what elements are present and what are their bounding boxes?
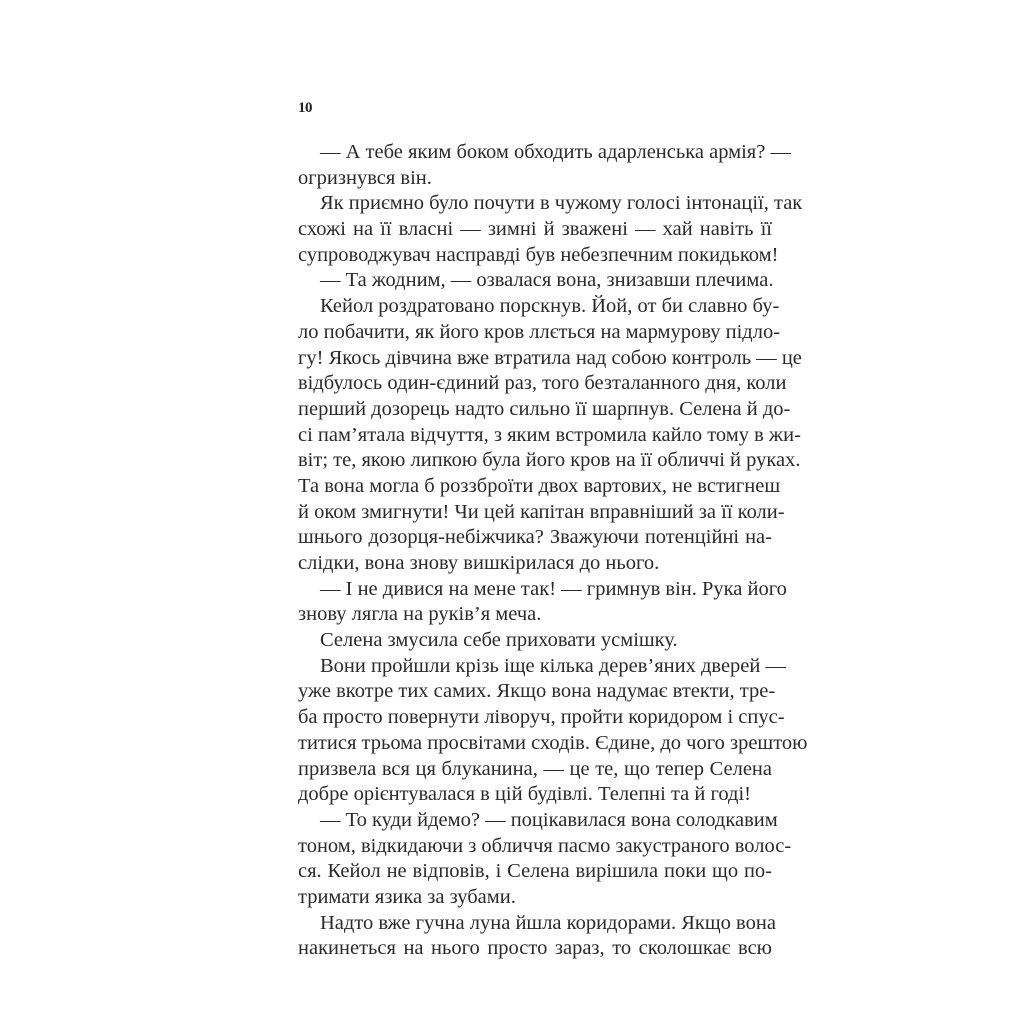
text-line: схожі на її власні — зимні й зважені — хай навіть її: [298, 218, 772, 241]
text-line: призвела вся ця блуканина, — це те, що тепер Селена: [298, 757, 772, 780]
text-line: ба просто повернути ліворуч, пройти коридором і спус-: [298, 706, 785, 729]
text-line: — Та жодним, — озвалася вона, знизавши плечима.: [320, 269, 774, 292]
text-line: слідки, вона знову вишкірилася до нього.: [298, 552, 660, 574]
text-line: тоном, відкидаючи з обличчя пасмо закустраного волос-: [298, 834, 792, 857]
text-line: тримати язика за зубами.: [298, 885, 516, 908]
text-line: шнього дозорця-небіжчика? Зважуючи потенційні на-: [298, 526, 772, 549]
text-line: Та вона могла б роззброїти двох вартових, не встигнеш: [298, 474, 781, 497]
text-line: огризнувся він.: [298, 166, 432, 189]
text-line: Селена змусила себе приховати усмішку.: [320, 629, 678, 652]
text-line: відбулось один-єдиний раз, того безталанного дня, коли: [298, 372, 787, 395]
text-line: — І не дивися на мене так! — гримнув він. Рука його: [320, 577, 787, 600]
text-line: гу! Якось дівчина вже втратила над собою контроль — це: [298, 346, 802, 369]
text-line: й оком змигнути! Чи цей капітан вправніший за її коли-: [298, 500, 785, 523]
text-line: супроводжувач насправді був небезпечним покидьком!: [298, 243, 779, 266]
text-line: накинеться на нього просто зараз, то сколошкає всю: [298, 937, 772, 960]
text-line: титися трьома просвітами сходів. Єдине, до чого зрештою: [298, 731, 808, 754]
text-line: добре орієнтувалася в цій будівлі. Телепні та й годі!: [298, 783, 752, 806]
text-line: сі пам’ятала відчуття, з яким встромила кайло тому в жи-: [298, 423, 801, 446]
text-line: Вони пройшли крізь іще кілька дерев’яних дверей —: [320, 654, 786, 677]
text-line: Як приємно було почути в чужому голосі інтонації, так: [320, 192, 803, 215]
text-line: віт; те, якою липкою була його кров на її обличчі й руках.: [298, 449, 801, 472]
page-number: 10: [298, 100, 312, 116]
text-line: знову лягла на руків’я меча.: [298, 603, 542, 626]
text-line: — То куди йдемо? — поцікавилася вона солодкавим: [320, 808, 778, 831]
text-line: ся. Кейол не відповів, і Селена вирішила поки що по-: [298, 860, 772, 883]
text-line: перший дозорець надто сильно її шарпнув. Селена й до-: [298, 397, 791, 420]
text-line: ло побачити, як його кров ллється на мармурову підло-: [298, 320, 781, 343]
body-text: [298, 140, 808, 962]
text-line: Надто вже гучна луна йшла коридорами. Якщо вона: [320, 911, 776, 934]
text-line: — А тебе яким боком обходить адарленська армія? —: [320, 141, 791, 163]
text-line: Кейол роздратовано порскнув. Йой, от би славно бу-: [320, 295, 780, 318]
text-line: уже вкотре тих самих. Якщо вона надумає втекти, тре-: [298, 680, 776, 703]
